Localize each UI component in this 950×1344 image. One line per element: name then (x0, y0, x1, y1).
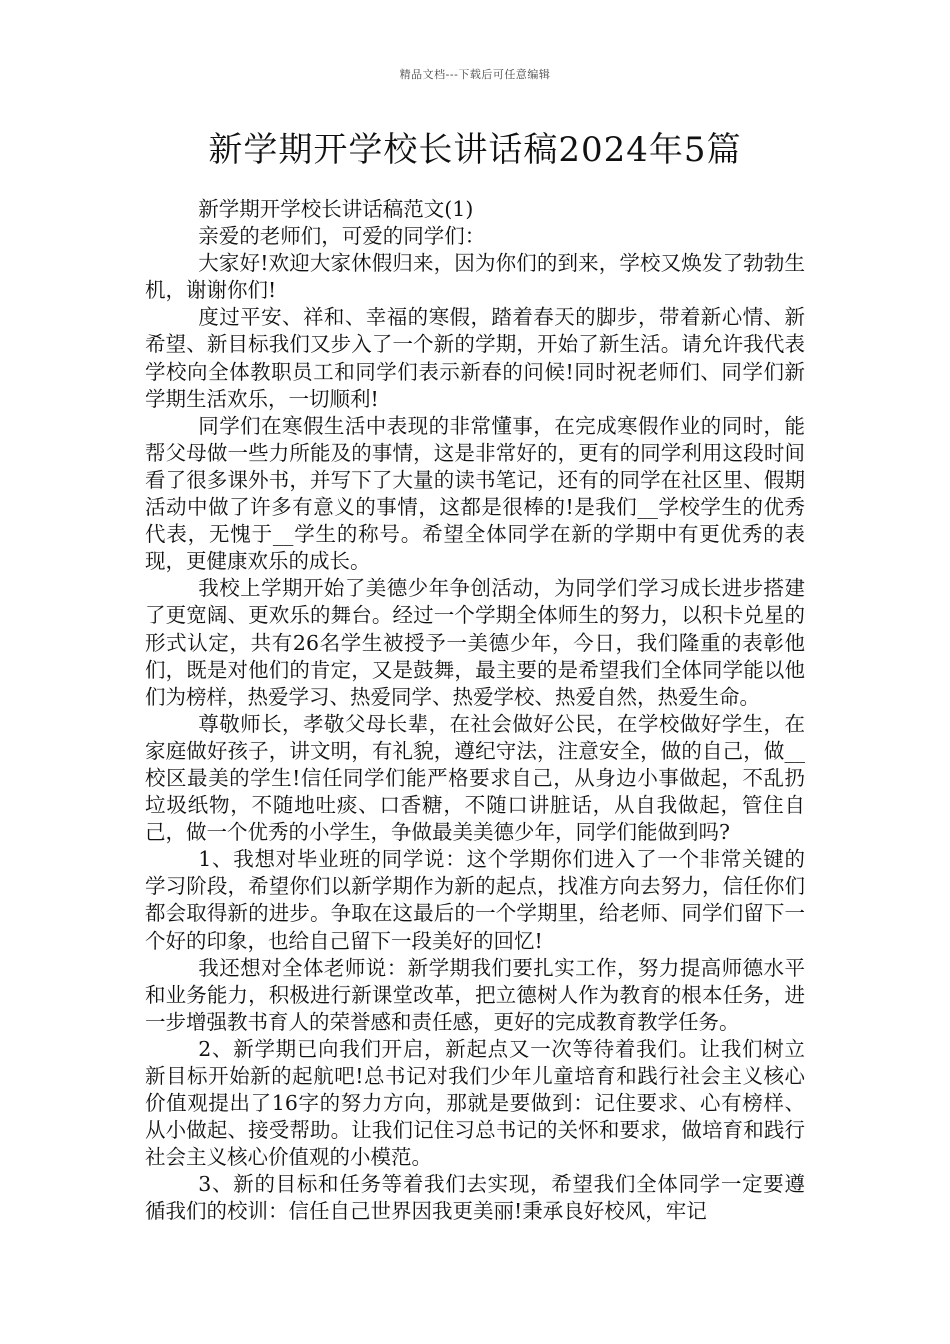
header-note: 精品文档---下载后可任意编辑 (399, 68, 551, 81)
paragraph: 同学们在寒假生活中表现的非常懂事，在完成寒假作业的同时，能帮父母做一些力所能及的事情，这是非常好的，更有的同学利用这段时间看了很多课外书，并写下了大量的读书笔记，还有的同学在社区里、假期活动中做了许多有意义的事情，这都是很棒的!是我们__学校学生的优秀代表，无愧于__学生的称号。希望全体同学在新的学期中有更优秀的表现，更健康欢乐的成长。 (145, 413, 805, 574)
paragraph: 尊敬师长，孝敬父母长辈，在社会做好公民，在学校做好学生，在家庭做好孩子，讲文明，有礼貌，遵纪守法，注意安全，做的自己，做__校区最美的学生!信任同学们能严格要求自己，从身边小事做起，不乱扔垃圾纸物，不随地吐痰、口香糖，不随口讲脏话，从自我做起，管住自己，做一个优秀的小学生，争做最美美德少年，同学们能做到吗? (145, 711, 805, 845)
paragraph: 1、我想对毕业班的同学说：这个学期你们进入了一个非常关键的学习阶段，希望你们以新学期作为新的起点，找准方向去努力，信任你们都会取得新的进步。争取在这最后的一个学期里，给老师、同学们留下一个好的印象，也给自己留下一段美好的回忆! (145, 847, 805, 953)
paragraph: 我还想对全体老师说：新学期我们要扎实工作，努力提高师德水平和业务能力，积极进行新课堂改革，把立德树人作为教育的根本任务，进一步增强教书育人的荣誉感和责任感，更好的完成教育教学任务。 (145, 955, 805, 1034)
paragraph: 我校上学期开始了美德少年争创活动，为同学们学习成长进步搭建了更宽阔、更欢乐的舞台。经过一个学期全体师生的努力，以积卡兑星的形式认定，共有26名学生被授予一美德少年，今日，我们隆重的表彰他们，既是对他们的肯定，又是鼓舞，最主要的是希望我们全体同学能以他们为榜样，热爱学习、热爱同学、热爱学校、热爱自然，热爱生命。 (145, 576, 805, 709)
document-title: 新学期开学校长讲话稿2024年5篇 (208, 130, 742, 170)
paragraph: 度过平安、祥和、幸福的寒假，踏着春天的脚步，带着新心情、新希望、新目标我们又步入了一个新的学期，开始了新生活。请允许我代表学校向全体教职员工和同学们表示新春的问候!同时祝老师们、同学们新学期生活欢乐，一切顺利! (145, 305, 805, 411)
paragraph: 2、新学期已向我们开启，新起点又一次等待着我们。让我们树立新目标开始新的起航吧!总书记对我们少年儿童培育和践行社会主义核心价值观提出了16字的努力方向，那就是要做到：记住要求、心有榜样、从小做起、接受帮助。让我们记住习总书记的关怀和要求，做培育和践行社会主义核心价值观的小模范。 (145, 1036, 805, 1170)
paragraph: 3、新的目标和任务等着我们去实现，希望我们全体同学一定要遵循我们的校训：信任自己世界因我更美丽!秉承良好校风，牢记 (145, 1172, 805, 1224)
paragraph-subtitle: 新学期开学校长讲话稿范文(1) (198, 197, 474, 221)
paragraph: 大家好!欢迎大家休假归来，因为你们的到来，学校又焕发了勃勃生机，谢谢你们! (145, 251, 805, 303)
paragraph-salutation: 亲爱的老师们，可爱的同学们： (198, 224, 486, 249)
document-body (145, 196, 805, 1226)
